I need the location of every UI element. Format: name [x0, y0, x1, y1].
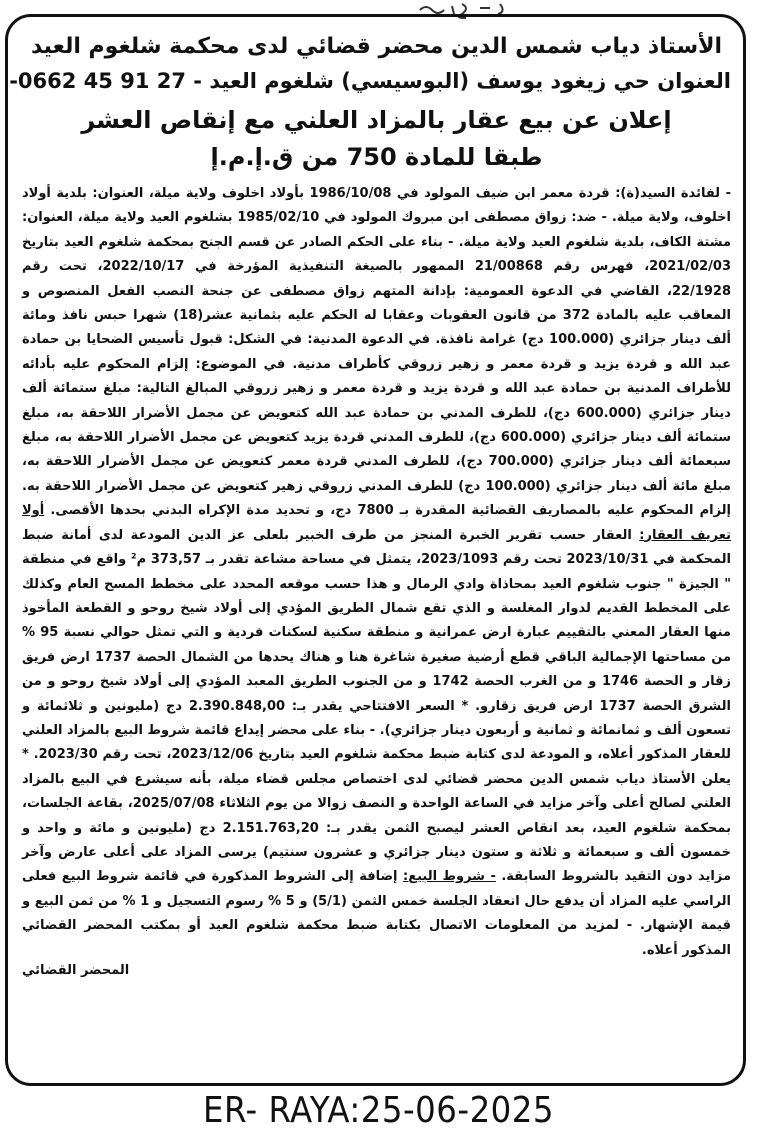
paragraph-judgment: - لفائدة السيد(ة): قردة معمر ابن ضيف المولود في 1986/10/08 بأولاد اخلوف ولاية ميلة، العنوان: بلدية أولاد اخلوف، ولاية ميلة. - ضد: زواق مصطفى ابن مبروك المولود في 1985/02/10 بشلغوم العيد ولاية ميلة، العنوان: مشتة الكاف، بلدية شلغوم العيد ولاية ميلة. - بناء على الحكم الصادر عن قسم الجنح بمحكمة شلغوم العيد بتاريخ 2021/02/03، فهرس رقم 21/00868 الممهور بالصيغة التنفيذية المؤرخة في 2022/10/17، تحت رقم 22/1928، القاضي في الدعوة العمومية: بإدانة المتهم زواق مصطفى عن جنحة النصب الفعل المنصوص و المعاقب عليه بالمادة 372 من قانون العقوبات وعقابا له الحكم عليه بثمانية عشر(18) شهرا حبس نافذ ومائة ألف دينار جزائري (100.000 دج) غرامة نافذة. في الدعوة المدنية: في الشكل: قبول تأسيس الضحايا بن حمادة عبد الله و قردة يزيد و قردة معمر و زهير زروقي كأطراف مدنية. في الموضوع: إلزام المحكوم عليه بأدائه للأطراف المدنية بن حمادة عبد الله و قردة يزيد و قردة معمر و زهير زروقي المبالغ التالية: مبلغ ستمائة ألف دينار جزائري (600.000 دج)، للطرف المدني بن حمادة عبد الله كتعويض عن مجمل الأضرار اللاحقة به، مبلغ ستمائة ألف دينار جزائري (600.000 دج)، للطرف المدني قردة يزيد كتعويض عن مجمل الأضرار اللاحقة به، مبلغ سبعمائة ألف دينار جزائري (700.000 دج)، للطرف المدني قردة معمر كتعويض عن مجمل الأضرار اللاحقة به، مبلغ مائة ألف دينار جزائري (100.000 دج) للطرف المدني زروقي زهير كتعويض عن مجمل الأضرار اللاحقة به. إلزام المحكوم عليه بالمصاريف القضائية المقدرة بـ 7800 دج، و تحديد مدة الإكراه البدني بحدها الأقصى. — [22, 186, 731, 519]
newspaper-footer: ER- RAYA:25-06-2025 — [203, 1090, 554, 1131]
sale-conditions-title: - شروط البيع: — [403, 869, 496, 885]
notice-subtitle: طبقا للمادة 750 من ق.إ.م.إ — [210, 143, 543, 171]
notice-content — [9, 30, 732, 978]
paragraph-property: العقار حسب تقرير الخبرة المنجز من طرف الخبير بلعلى عز الدين المودعة لدى أمانة ضبط المحكمة في 2023/10/31 تحت رقم 2023/1093، يتمثل في مساحة مشاعة تقدر بـ 373,57 م² واقع في منطقة " الجيزة " جنوب شلغوم العيد بمحاذاة وادي الرمال و هذا حسب موقعه المحدد على مخطط المسح العام وكذلك على المخطط القديم لدوار المغلسة و الذي تقع شمال الطريق المؤدي إلى أولاد شيخ روحو و القطعة المأخوذ منها العقار المعني بالتقييم عبارة ارض عمرانية و منطقة سكنية لسكنات فردية و التي تمثل حوالي نسبة 95 % من مساحتها الإجمالية الباقي قطع أرضية صغيرة شاغرة هنا و هناك يحدها من الشمال الحصة 1737 ارض فريق زقار و الحصة 1746 و من الغرب الحصة 1742 و من الجنوب الطريق المعبد المؤدي إلى أولاد شيخ روحو و من الشرق الحصة 1737 ارض فريق زقارو. * السعر الافتتاحي يقدر بـ: 2.390.848,00 دج (مليونين و ثلاثمائة و تسعون ألف و ثمانمائة و ثمانية و أربعون دينار جزائري). - بناء على محضر إيداع قائمة شروط البيع بالمزاد العلني للعقار المذكور أعلاه، و المودعة لدى كتابة ضبط محكمة شلغوم العيد بتاريخ 2023/12/06، تحت رقم 2023/30. * يعلن الأستاذ دياب شمس الدين محضر قضائي لدى اختصاص مجلس قضاء ميلة، بأنه سيشرع في البيع بالمزاد العلني لصالح أعلى وآخر مزايد في الساعة الواحدة و النصف زوالا من يوم الثلاثاء 2025/07/08، بقاعة الجلسات، بمحكمة شلغوم العيد، بعد انقاص العشر ليصبح الثمن يقدر بـ: 2.151.763,20 دج (مليونين و مائة و واحد و خمسون ألف و سبعمائة و ثلاثة و ستون دينار جزائري و عشرون سنتيم) يرسى المزاد على أعلى عارض وآخر مزايد دون التقيد بالشروط السابقة. — [22, 527, 732, 885]
notice-title: إعلان عن بيع عقار بالمزاد العلني مع إنقاص العشر — [81, 106, 672, 134]
signature: المحضر القضائي — [22, 963, 130, 978]
bailiff-address: العنوان حي زيغود يوسف (البوسيسي) شلغوم العيد - 27 91 45 0662- — [9, 69, 731, 93]
property-section-title: أولا تعريف العقار: — [22, 503, 731, 543]
paragraph-conditions: إضافة إلى الشروط المذكورة في قائمة شروط البيع فعلى الراسي عليه المزاد أن يدفع حال انعقاد الجلسة خمس الثمن (5/1) و 5 % رسوم التسجيل و 1 % من ثمن البيع و قيمة الإشهار. - لمزيد من المعلومات الاتصال بكتابة ضبط محكمة شلغوم العيد أو بمكتب المحضر القضائي المذكور أعلاه. — [22, 869, 731, 958]
notice-body — [22, 182, 731, 963]
bailiff-name: الأستاذ دياب شمس الدين محضر قضائي لدى محكمة شلغوم العيد — [30, 34, 723, 59]
